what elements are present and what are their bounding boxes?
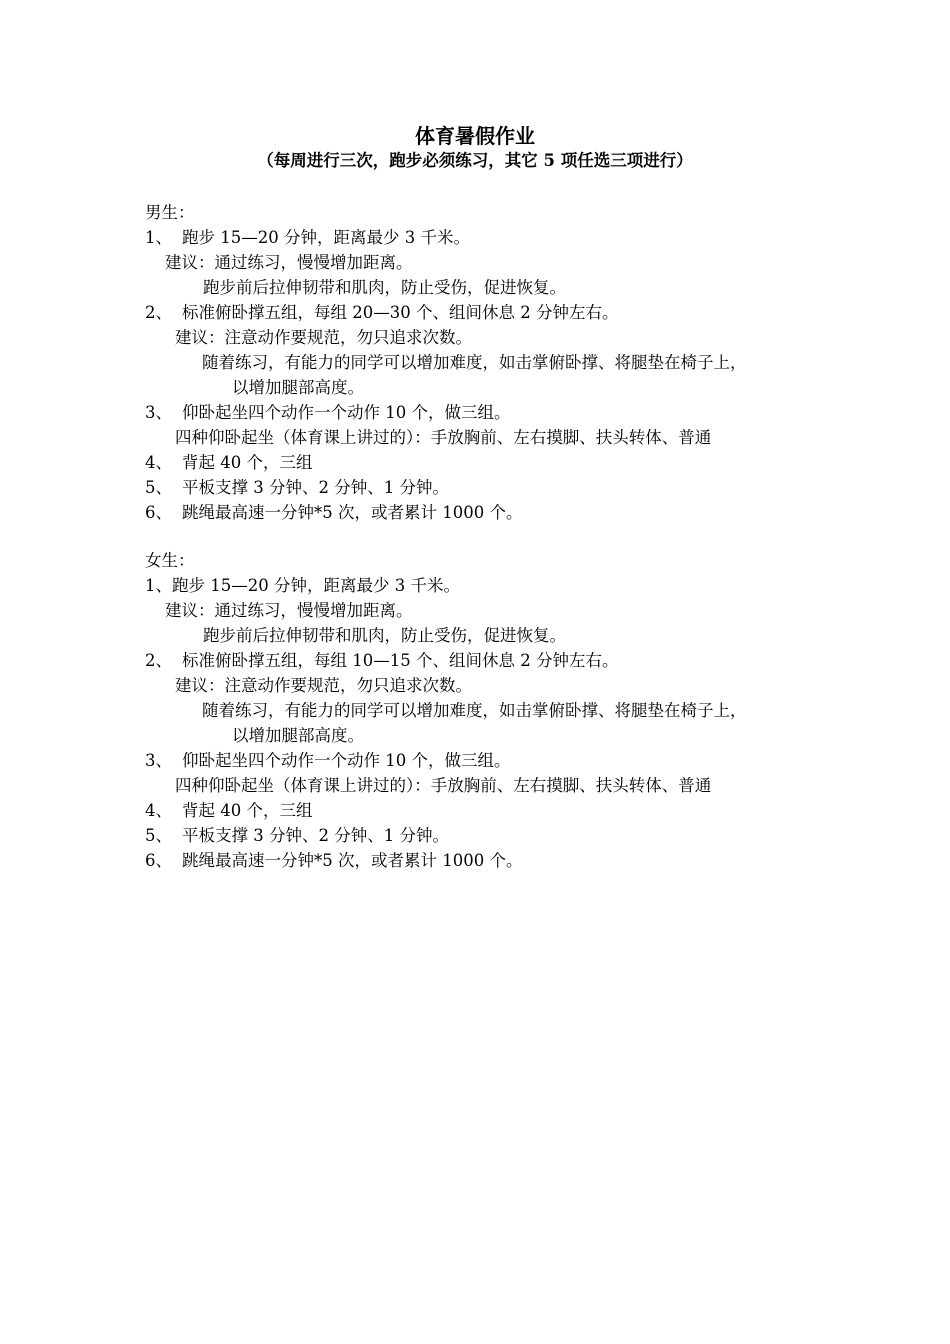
- girls-item-1-tip-1: 建议：通过练习，慢慢增加距离。: [165, 601, 413, 620]
- girls-item-1-tip-2: 跑步前后拉伸韧带和肌肉，防止受伤，促进恢复。: [203, 626, 566, 645]
- item-number: 5、: [145, 478, 172, 497]
- girls-item-5: [145, 823, 825, 848]
- boys-item-6: [145, 500, 825, 525]
- item-text: 平板支撑 3 分钟、2 分钟、1 分钟。: [182, 826, 449, 845]
- girls-item-2-tip-3: 以增加腿部高度。: [232, 726, 364, 745]
- boys-section: [145, 200, 825, 525]
- item-number: 2、: [145, 303, 172, 322]
- boys-heading: 男生：: [145, 203, 195, 222]
- girls-item-2: [145, 648, 825, 673]
- item-text: 背起 40 个，三组: [182, 453, 313, 472]
- item-text: 跑步 15—20 分钟，距离最少 3 千米。: [182, 228, 470, 247]
- girls-item-3: [145, 748, 825, 773]
- item-text: 平板支撑 3 分钟、2 分钟、1 分钟。: [182, 478, 449, 497]
- boys-item-1: [145, 225, 825, 250]
- item-number: 4、: [145, 801, 172, 820]
- girls-section: [145, 548, 825, 873]
- item-text: 跳绳最高速一分钟*5 次，或者累计 1000 个。: [182, 503, 523, 522]
- boys-item-2-tip-3: 以增加腿部高度。: [232, 378, 364, 397]
- item-number: 4、: [145, 453, 172, 472]
- boys-item-2: [145, 300, 825, 325]
- item-number: 5、: [145, 826, 172, 845]
- item-number: 3、: [145, 403, 172, 422]
- boys-item-1-tip-2: 跑步前后拉伸韧带和肌肉，防止受伤，促进恢复。: [203, 278, 566, 297]
- item-text: 跳绳最高速一分钟*5 次，或者累计 1000 个。: [182, 851, 523, 870]
- girls-item-2-tip-1: 建议：注意动作要规范，勿只追求次数。: [175, 676, 472, 695]
- boys-item-2-tip-2: 随着练习，有能力的同学可以增加难度，如击掌俯卧撑、将腿垫在椅子上，: [202, 353, 747, 372]
- item-number: 2、: [145, 651, 172, 670]
- document-subtitle: （每周进行三次，跑步必须练习，其它 5 项任选三项进行）: [257, 151, 693, 170]
- item-number: 6、: [145, 851, 172, 870]
- boys-item-5: [145, 475, 825, 500]
- item-text: 仰卧起坐四个动作一个动作 10 个，做三组。: [182, 751, 511, 770]
- girls-item-1: 1、跑步 15—20 分钟，距离最少 3 千米。: [145, 576, 460, 595]
- girls-item-4: [145, 798, 825, 823]
- girls-item-2-tip-2: 随着练习，有能力的同学可以增加难度，如击掌俯卧撑、将腿垫在椅子上，: [202, 701, 747, 720]
- document-title: 体育暑假作业: [415, 124, 535, 148]
- boys-item-2-tip-1: 建议：注意动作要规范，勿只追求次数。: [175, 328, 472, 347]
- boys-item-4: [145, 450, 825, 475]
- item-text: 仰卧起坐四个动作一个动作 10 个，做三组。: [182, 403, 511, 422]
- boys-item-3-tip-1: 四种仰卧起坐（体育课上讲过的）：手放胸前、左右摸脚、扶头转体、普通: [175, 428, 712, 447]
- boys-item-1-tip-1: 建议：通过练习，慢慢增加距离。: [165, 253, 413, 272]
- item-text: 背起 40 个，三组: [182, 801, 313, 820]
- item-text: 标准俯卧撑五组，每组 20—30 个、组间休息 2 分钟左右。: [182, 303, 619, 322]
- item-number: 3、: [145, 751, 172, 770]
- item-text: 标准俯卧撑五组，每组 10—15 个、组间休息 2 分钟左右。: [182, 651, 619, 670]
- boys-item-3: [145, 400, 825, 425]
- girls-heading: 女生：: [145, 551, 195, 570]
- girls-item-6: [145, 848, 825, 873]
- girls-item-3-tip-1: 四种仰卧起坐（体育课上讲过的）：手放胸前、左右摸脚、扶头转体、普通: [175, 776, 712, 795]
- item-number: 6、: [145, 503, 172, 522]
- item-number: 1、: [145, 228, 172, 247]
